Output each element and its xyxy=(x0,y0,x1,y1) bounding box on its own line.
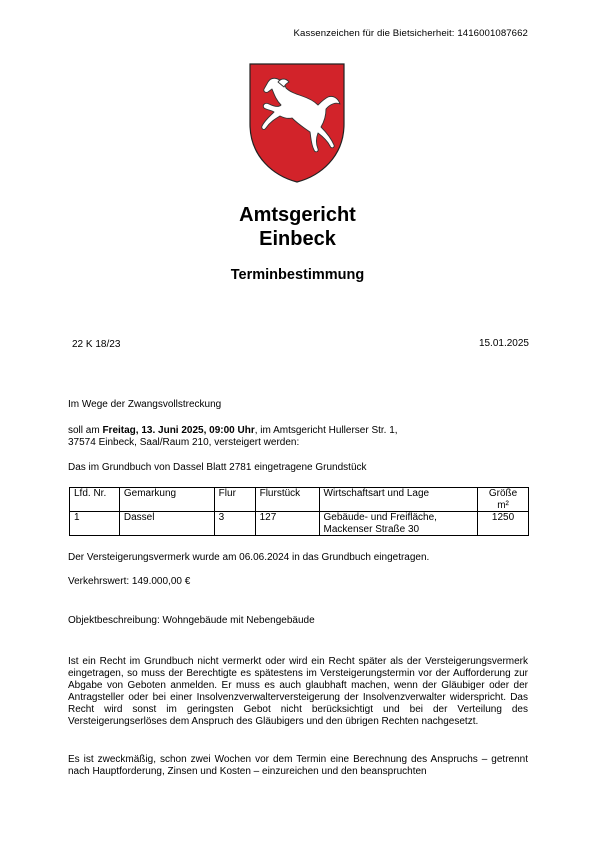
termin-location: , im Amtsgericht Hullerser Str. 1, xyxy=(254,425,398,436)
column-header: Flurstück xyxy=(255,488,319,512)
objektbeschreibung-text: Objektbeschreibung: Wohngebäude mit Nebengebäude xyxy=(68,615,315,626)
termin-line2: 37574 Einbeck, Saal/Raum 210, versteigert werden: xyxy=(68,437,300,448)
lower-saxony-horse-crest-icon xyxy=(248,62,346,184)
table-cell: 127 xyxy=(255,512,319,536)
document-title: Terminbestimmung xyxy=(230,267,365,283)
column-header: Gemarkung xyxy=(119,488,214,512)
grundbuch-text: Das im Grundbuch von Dassel Blatt 2781 eingetragene Grundstück xyxy=(68,462,367,473)
column-header: Flur xyxy=(214,488,255,512)
vermerk-text: Der Versteigerungsvermerk wurde am 06.06.2024 in das Grundbuch eingetragen. xyxy=(68,552,430,563)
document-date: 15.01.2025 xyxy=(478,338,529,349)
table-cell: Dassel xyxy=(119,512,214,536)
table-cell: 1 xyxy=(70,512,120,536)
verkehrswert-text: Verkehrswert: 149.000,00 € xyxy=(68,576,191,587)
table-cell: Gebäude- und Freifläche, Mackenser Straße 30 xyxy=(319,512,478,536)
termin-text xyxy=(68,425,528,449)
termin-date: Freitag, 13. Juni 2025, 09:00 Uhr xyxy=(102,425,255,436)
table-cell: 1250 xyxy=(478,512,529,536)
termin-line1 xyxy=(68,425,528,437)
intro-text: Im Wege der Zwangsvollstreckung xyxy=(68,399,222,410)
court-name-line2: Einbeck xyxy=(259,228,336,250)
table-header-row xyxy=(70,488,529,512)
anmeldung-paragraph: Ist ein Recht im Grundbuch nicht vermerkt oder wird ein Recht später als der Versteigerungsvermerk eingetragen, so muss der Berechtigte es spätestens im Versteigerungstermin vor der Aufforderung zur Abgabe von Geboten anmelden. Er muss es auch glaubhaft machen, wenn der Gläubiger oder der Antragsteller oder bei einer Insolvenzverwalterversteigerung der Insolvenzverwalter widerspricht. Das Recht wird sonst im geringsten Gebot nicht berücksichtigt und bei der Verteilung des Versteigerungserlöses dem Anspruch des Gläubigers und den übrigen Rechten nachgesetzt. xyxy=(68,656,528,727)
grundstueck-table xyxy=(69,487,529,536)
kassenzeichen: Kassenzeichen für die Bietsicherheit: 1416001087662 xyxy=(293,28,528,39)
table-row xyxy=(70,512,529,536)
court-name xyxy=(0,203,595,251)
column-header: Lfd. Nr. xyxy=(70,488,120,512)
court-name-line1: Amtsgericht xyxy=(239,204,356,226)
table-cell: 3 xyxy=(214,512,255,536)
aktenzeichen: 22 K 18/23 xyxy=(72,339,121,350)
column-header: Größe m² xyxy=(478,488,529,512)
column-header: Wirtschaftsart und Lage xyxy=(319,488,478,512)
berechnung-paragraph: Es ist zweckmäßig, schon zwei Wochen vor dem Termin eine Berechnung des Anspruchs – getrennt nach Hauptforderung, Zinsen und Kosten – einzureichen und den beanspruchten xyxy=(68,754,528,777)
termin-prefix: soll am xyxy=(68,425,103,436)
